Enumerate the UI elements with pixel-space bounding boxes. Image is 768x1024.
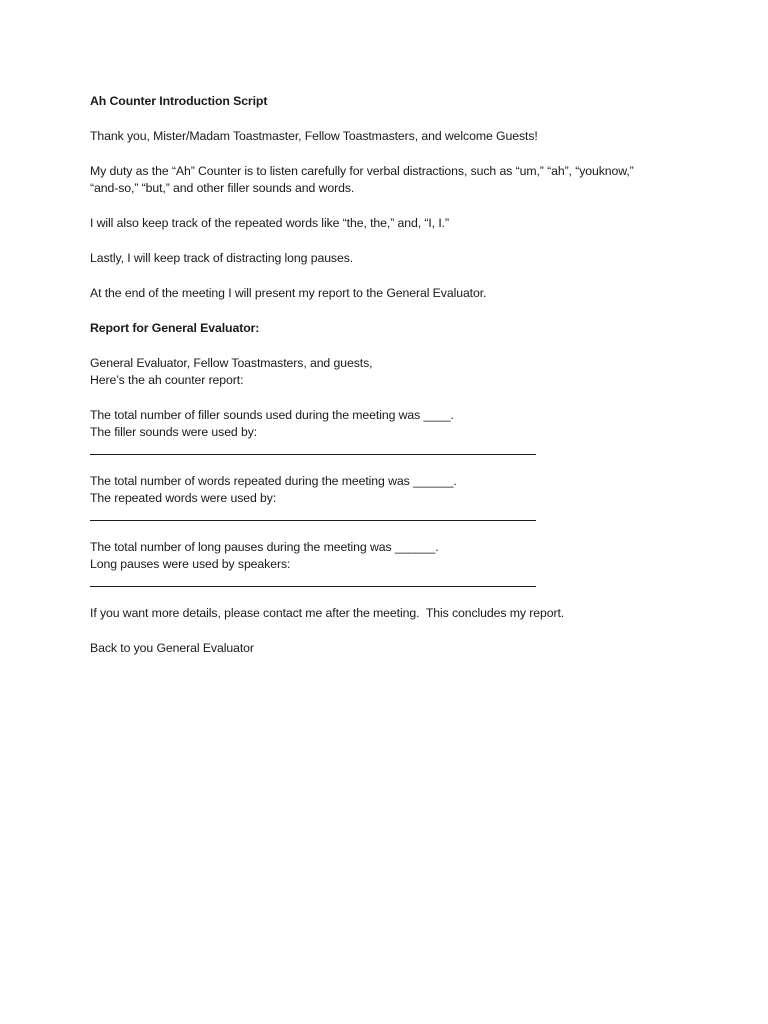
long-pauses-paragraph: Lastly, I will keep track of distracting long pauses.: [90, 251, 354, 265]
repeated-blank-line: [90, 520, 536, 521]
document-body: [90, 93, 710, 657]
filler-blank-line: [90, 454, 536, 455]
filler-total-line: The total number of filler sounds used during the meeting was ____.: [90, 408, 454, 422]
end-of-meeting-paragraph: At the end of the meeting I will present my report to the General Evaluator.: [90, 286, 487, 300]
repeated-section: [90, 473, 710, 521]
greeting-paragraph: Thank you, Mister/Madam Toastmaster, Fellow Toastmasters, and welcome Guests!: [90, 129, 538, 143]
duty-line: My duty as the “Ah” Counter is to listen carefully for verbal distractions, such as “um,” “ah”, “youknow,”: [90, 164, 634, 178]
filler-used-by-line: The filler sounds were used by:: [90, 425, 258, 439]
repeated-used-by-line: The repeated words were used by:: [90, 491, 277, 505]
report-heading: Report for General Evaluator:: [90, 321, 260, 335]
pauses-total-line: The total number of long pauses during the meeting was ______.: [90, 540, 439, 554]
repeated-words-paragraph: I will also keep track of the repeated words like “the, the,” and, “I, I.”: [90, 216, 449, 230]
duty-paragraph: [90, 163, 710, 197]
document-title: Ah Counter Introduction Script: [90, 94, 268, 108]
pauses-used-by-line: Long pauses were used by speakers:: [90, 557, 291, 571]
pauses-section: [90, 539, 710, 587]
repeated-total-line: The total number of words repeated during the meeting was ______.: [90, 474, 457, 488]
pauses-blank-line: [90, 586, 536, 587]
duty-line: “and-so,” “but,” and other filler sounds and words.: [90, 181, 355, 195]
report-greeting-line: General Evaluator, Fellow Toastmasters, and guests,: [90, 356, 373, 370]
filler-section: [90, 407, 710, 455]
report-greeting: [90, 355, 710, 389]
back-to-paragraph: Back to you General Evaluator: [90, 641, 254, 655]
report-greeting-line: Here’s the ah counter report:: [90, 373, 244, 387]
closing-paragraph: If you want more details, please contact me after the meeting. This concludes my report.: [90, 606, 565, 620]
